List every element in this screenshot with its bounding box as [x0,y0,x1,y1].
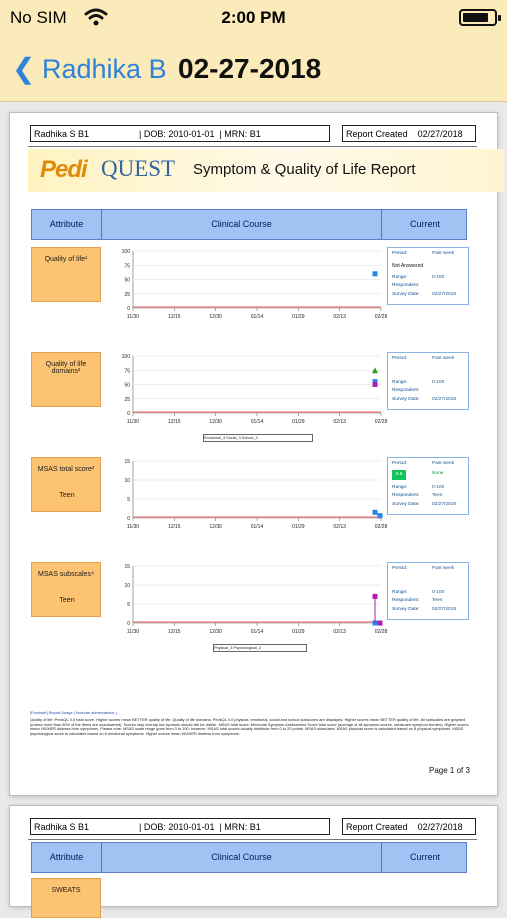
attribute-cell: MSAS subscales⁴ Teen [31,562,101,617]
current-panel: Period: Past week 0.6 None Range: 0-100 Respondent: Teen Survey Date: 02/27/2018 [387,457,469,515]
data-point [373,382,378,387]
report-banner [28,149,504,192]
y-tick-label: 15 [124,564,130,570]
data-point [378,513,383,518]
page-number: Page 1 of 3 [429,766,470,775]
pediquest-logo-text: QUEST [101,156,176,181]
x-tick-label: 12/30 [209,419,222,425]
x-tick-label: 11/30 [126,419,140,425]
patient-info: Radhika S B1 | DOB: 2010-01-01 | MRN: B1 [30,818,330,835]
x-tick-label: 01/29 [292,629,305,635]
status-bar [0,0,507,34]
y-tick-label: 5 [127,497,130,503]
data-point [373,510,378,515]
y-tick-label: 15 [124,459,130,465]
data-point [378,621,383,626]
x-tick-label: 12/15 [168,314,181,320]
current-header: Current [409,219,440,229]
report-page-2[interactable] [10,806,497,906]
navigation-bar [0,48,507,90]
y-tick-label: 0 [127,621,130,627]
y-tick-label: 75 [124,368,130,375]
x-tick-label: 11/30 [126,524,140,530]
page-title: 02-27-2018 [178,53,322,84]
back-button[interactable]: Radhika B [42,54,167,84]
chart-legend: Emotional_3 Social_3 School_3 [203,434,313,442]
x-tick-label: 01/14 [250,629,264,635]
patient-name: Radhika S B1 [34,129,90,139]
y-tick-label: 0 [127,411,130,417]
report-table-header [31,209,467,240]
clock-time: 2:00 PM [221,8,286,27]
x-tick-label: 02/13 [333,419,346,425]
report-created: Report Created 02/27/2018 [342,818,476,835]
x-tick-label: 01/14 [250,524,264,530]
mrn-text: MRN: B1 [224,129,261,139]
msas-total-chart [113,457,388,535]
report-page[interactable] [10,113,497,795]
report-title: Symptom & Quality of Life Report [193,161,416,178]
x-tick-label: 12/30 [209,629,222,635]
footnote-title: [Footnote] Report Usage ( footnote abbreviations ) [30,710,117,715]
y-tick-label: 5 [127,602,130,608]
y-tick-label: 100 [121,249,130,255]
x-tick-label: 02/13 [333,314,346,320]
attribute-header: Attribute [32,210,102,239]
y-tick-label: 75 [124,263,130,270]
x-tick-label: 01/29 [292,314,305,320]
sweats-attribute: SWEATS [31,878,101,918]
x-tick-label: 01/29 [292,419,305,425]
y-tick-label: 100 [121,354,130,360]
x-tick-label: 12/30 [209,314,222,320]
y-tick-label: 25 [124,291,130,298]
report-row-domains [31,352,467,440]
x-tick-label: 02/28 [374,314,388,320]
x-tick-label: 02/28 [374,629,388,635]
x-tick-label: 02/28 [374,524,388,530]
x-tick-label: 11/30 [126,314,140,320]
x-tick-label: 01/14 [250,419,264,425]
x-tick-label: 12/15 [168,524,181,530]
current-panel: Period: Past week Range: 0-100 Respondent: Teen Survey Date: 02/27/2018 [387,562,469,620]
y-tick-label: 50 [124,277,130,284]
report-created: Report Created 02/27/2018 [342,125,476,142]
msas-subscales-chart [113,562,388,640]
footnote-text: Quality of life: PedsQL 4.0 total score. Higher scores mean BETTER quality of life. Quality of life domains: PedsQL 4.0 physical, emotional, social and school subscores are displayed. Higher scores mean BETTER quality of life. All subscales are graphed (unless more than 60% of the items are unanswered). Scores may overlap but symbols should still be visible. MSAS total score: Memorial Symptom Assessment Score total score (average of all symptom scores, measures symptom burden). Higher scores mean HIGHER distress from symptoms. Please note: MSAS scale range goes from 0 to 100; however, MSAS total scores usually distribute from 0 to 20 points. MSAS subscales: MSAS physical score is calculated based on 8 physical symptoms. MSAS psychological score is calculated based on 6 emotional symptoms. Higher scores mean HIGHER distress from symptoms. [30,716,469,737]
app-header [0,0,507,102]
chevron-left-icon[interactable]: ❮ [12,53,36,84]
attribute-cell: MSAS total score³ Teen [31,457,101,512]
chart-legend: Physical_3 Psychological_3 [213,644,307,652]
dob-text: DOB: 2010-01-01 [143,129,215,139]
x-tick-label: 12/15 [168,629,181,635]
y-tick-label: 10 [124,583,130,589]
report-row-msas-total [31,457,467,545]
battery-icon [459,9,497,26]
data-point [373,271,378,276]
x-tick-label: 01/14 [250,314,264,320]
x-tick-label: 02/13 [333,524,346,530]
domains-chart [113,352,388,430]
patient-info: Radhika S B1 | DOB: 2010-01-01 | MRN: B1 [30,125,330,142]
y-tick-label: 10 [124,478,130,484]
report-table-header: Attribute Clinical Course Current [31,842,467,873]
carrier-text: No SIM [10,8,67,27]
x-tick-label: 11/30 [126,629,140,635]
x-tick-label: 02/13 [333,629,346,635]
y-tick-label: 25 [124,396,130,403]
report-footnotes [30,711,475,737]
x-tick-label: 01/29 [292,524,305,530]
x-tick-label: 12/30 [209,524,222,530]
attribute-cell: Quality of life¹ [31,247,101,302]
y-tick-label: 50 [124,382,130,389]
report-row-msas-subscales [31,562,467,650]
x-tick-label: 12/15 [168,419,181,425]
quality-of-life-chart [113,247,388,325]
current-panel: Period: Past week Range: 0-100 Respondent: Survey Date: 02/27/2018 [387,352,469,410]
y-tick-label: 0 [127,516,130,522]
report-row-quality-of-life [31,247,467,335]
clinical-course-header: Clinical Course [102,210,382,239]
x-tick-label: 02/28 [374,419,388,425]
pediquest-logo: Pedi [40,156,87,183]
current-panel: Period: Past week Not Answered Range: 0-100 Respondent: Survey Date: 02/27/2018 [387,247,469,305]
attribute-cell: Quality of life domains² [31,352,101,407]
y-tick-label: 0 [127,306,130,312]
